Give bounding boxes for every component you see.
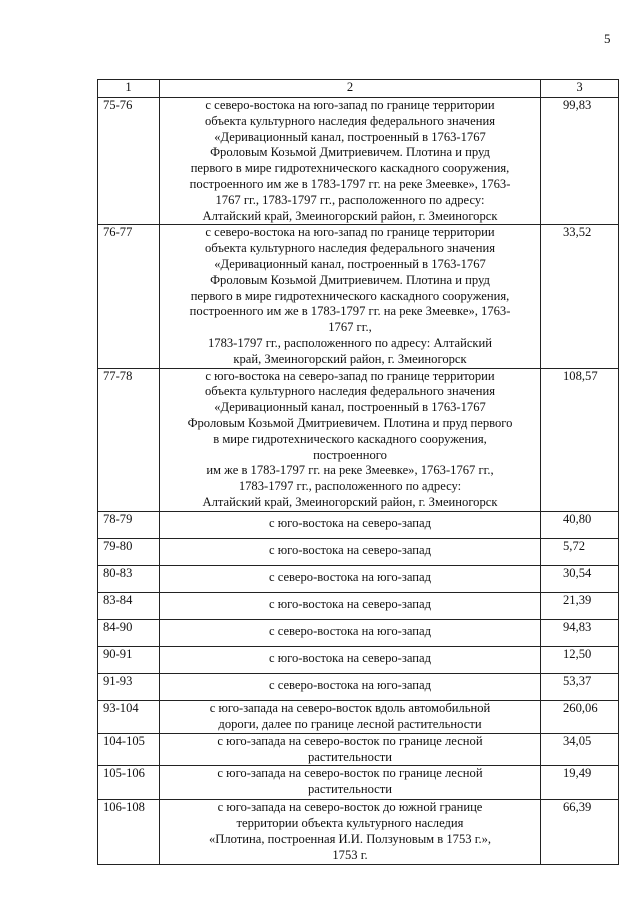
table-row bbox=[98, 98, 619, 225]
description-line: объекта культурного наследия федерального значения bbox=[205, 384, 495, 399]
table-header-row bbox=[98, 80, 619, 98]
description-line: 1783-1797 гг., расположенного по адресу: bbox=[238, 479, 462, 494]
section-cell: 93-104 bbox=[98, 700, 160, 733]
description-cell bbox=[160, 733, 541, 766]
description-cell: с северо-востока на юго-запад bbox=[160, 619, 541, 646]
description-line: растительности bbox=[307, 749, 393, 764]
length-cell: 30,54 bbox=[541, 565, 619, 592]
table-row bbox=[98, 565, 619, 592]
description-cell bbox=[160, 766, 541, 800]
description-line: Алтайский край, Змеиногорский район, г. Змеиногорск bbox=[202, 494, 498, 509]
description-cell: с юго-востока на северо-запад bbox=[160, 538, 541, 565]
length-cell: 66,39 bbox=[541, 800, 619, 864]
boundary-table bbox=[97, 79, 619, 865]
description-line: первого в мире гидротехнического каскадного сооружения, bbox=[190, 161, 510, 176]
column-header-2: 2 bbox=[160, 80, 541, 98]
description-line: 1783-1797 гг., расположенного по адресу: Алтайский bbox=[207, 335, 493, 350]
column-header-1: 1 bbox=[98, 80, 160, 98]
section-cell: 76-77 bbox=[98, 225, 160, 368]
description-line: объекта культурного наследия федерального значения bbox=[205, 241, 495, 256]
table-row bbox=[98, 511, 619, 538]
length-cell: 260,06 bbox=[541, 700, 619, 733]
description-line: территории объекта культурного наследия bbox=[236, 816, 464, 831]
description-line: построенного им же в 1783-1797 гг. на реке Змеевке», 1763- bbox=[189, 304, 511, 319]
section-cell: 77-78 bbox=[98, 368, 160, 511]
table-row bbox=[98, 700, 619, 733]
description-cell: с юго-востока на северо-запад bbox=[160, 592, 541, 619]
description-line: с юго-запада на северо-восток по границе лесной bbox=[217, 733, 483, 748]
table-row bbox=[98, 619, 619, 646]
table-row bbox=[98, 766, 619, 800]
description-line: край, Змеиногорский район, г. Змеиногорск bbox=[233, 351, 467, 366]
description-line: 1753 г. bbox=[332, 847, 368, 862]
description-line: «Деривационный канал, построенный в 1763-1767 bbox=[214, 129, 486, 144]
length-cell: 21,39 bbox=[541, 592, 619, 619]
length-cell: 12,50 bbox=[541, 646, 619, 673]
description-line: 1767 гг., 1783-1797 гг., расположенного по адресу: bbox=[215, 192, 485, 207]
description-cell: с северо-востока на юго-запад bbox=[160, 565, 541, 592]
description-line: построенного им же в 1783-1797 гг. на реке Змеевке», 1763- bbox=[189, 176, 511, 191]
description-line: Фроловым Козьмой Дмитриевичем. Плотина и пруд bbox=[210, 145, 490, 160]
table-row bbox=[98, 225, 619, 368]
section-cell: 75-76 bbox=[98, 98, 160, 225]
table-row bbox=[98, 538, 619, 565]
length-cell: 99,83 bbox=[541, 98, 619, 225]
section-cell: 83-84 bbox=[98, 592, 160, 619]
section-cell: 91-93 bbox=[98, 673, 160, 700]
section-cell: 90-91 bbox=[98, 646, 160, 673]
length-cell: 94,83 bbox=[541, 619, 619, 646]
description-line: с северо-востока на юго-запад по границе территории bbox=[205, 225, 495, 240]
description-line: «Плотина, построенная И.И. Ползуновым в 1753 г.», bbox=[208, 831, 492, 846]
description-cell bbox=[160, 368, 541, 511]
description-line: с юго-запада на северо-восток вдоль автомобильной bbox=[209, 700, 491, 715]
section-cell: 106-108 bbox=[98, 800, 160, 864]
table-row bbox=[98, 646, 619, 673]
section-cell: 104-105 bbox=[98, 733, 160, 766]
length-cell: 19,49 bbox=[541, 766, 619, 800]
description-line: с северо-востока на юго-запад по границе территории bbox=[205, 98, 495, 112]
description-line: им же в 1783-1797 гг. на реке Змеевке», 1763-1767 гг., bbox=[206, 463, 494, 478]
description-line: объекта культурного наследия федерального значения bbox=[205, 113, 495, 128]
description-line: растительности bbox=[307, 782, 393, 797]
length-cell: 108,57 bbox=[541, 368, 619, 511]
length-cell: 40,80 bbox=[541, 511, 619, 538]
description-line: первого в мире гидротехнического каскадного сооружения, bbox=[190, 288, 510, 303]
table-row bbox=[98, 733, 619, 766]
description-cell: с юго-востока на северо-запад bbox=[160, 646, 541, 673]
length-cell: 34,05 bbox=[541, 733, 619, 766]
page-number: 5 bbox=[604, 31, 611, 46]
section-cell: 79-80 bbox=[98, 538, 160, 565]
section-cell: 78-79 bbox=[98, 511, 160, 538]
length-cell: 5,72 bbox=[541, 538, 619, 565]
description-line: с юго-запада на северо-восток до южной границе bbox=[217, 800, 483, 815]
description-line: дороги, далее по границе лесной растительности bbox=[218, 716, 482, 731]
column-header-3: 3 bbox=[541, 80, 619, 98]
description-cell bbox=[160, 225, 541, 368]
length-cell: 53,37 bbox=[541, 673, 619, 700]
table-row bbox=[98, 800, 619, 864]
description-cell bbox=[160, 700, 541, 733]
description-line: «Деривационный канал, построенный в 1763-1767 bbox=[214, 256, 486, 271]
table-row bbox=[98, 368, 619, 511]
section-cell: 84-90 bbox=[98, 619, 160, 646]
description-cell: с северо-востока на юго-запад bbox=[160, 673, 541, 700]
description-line: построенного bbox=[313, 447, 387, 462]
description-line: 1767 гг., bbox=[328, 320, 372, 335]
section-cell: 80-83 bbox=[98, 565, 160, 592]
description-line: Фроловым Козьмой Дмитриевичем. Плотина и пруд первого bbox=[187, 415, 513, 430]
table-row bbox=[98, 592, 619, 619]
description-cell: с юго-востока на северо-запад bbox=[160, 511, 541, 538]
description-cell bbox=[160, 98, 541, 225]
section-cell: 105-106 bbox=[98, 766, 160, 800]
description-line: Алтайский край, Змеиногорский район, г. Змеиногорск bbox=[202, 208, 498, 223]
table-row bbox=[98, 673, 619, 700]
description-line: «Деривационный канал, построенный в 1763-1767 bbox=[214, 400, 486, 415]
description-cell bbox=[160, 800, 541, 864]
length-cell: 33,52 bbox=[541, 225, 619, 368]
description-line: с юго-востока на северо-запад по границе территории bbox=[205, 368, 495, 383]
description-line: Фроловым Козьмой Дмитриевичем. Плотина и пруд bbox=[210, 272, 490, 287]
description-line: с юго-запада на северо-восток по границе лесной bbox=[217, 766, 483, 781]
description-line: в мире гидротехнического каскадного сооружения, bbox=[213, 431, 487, 446]
